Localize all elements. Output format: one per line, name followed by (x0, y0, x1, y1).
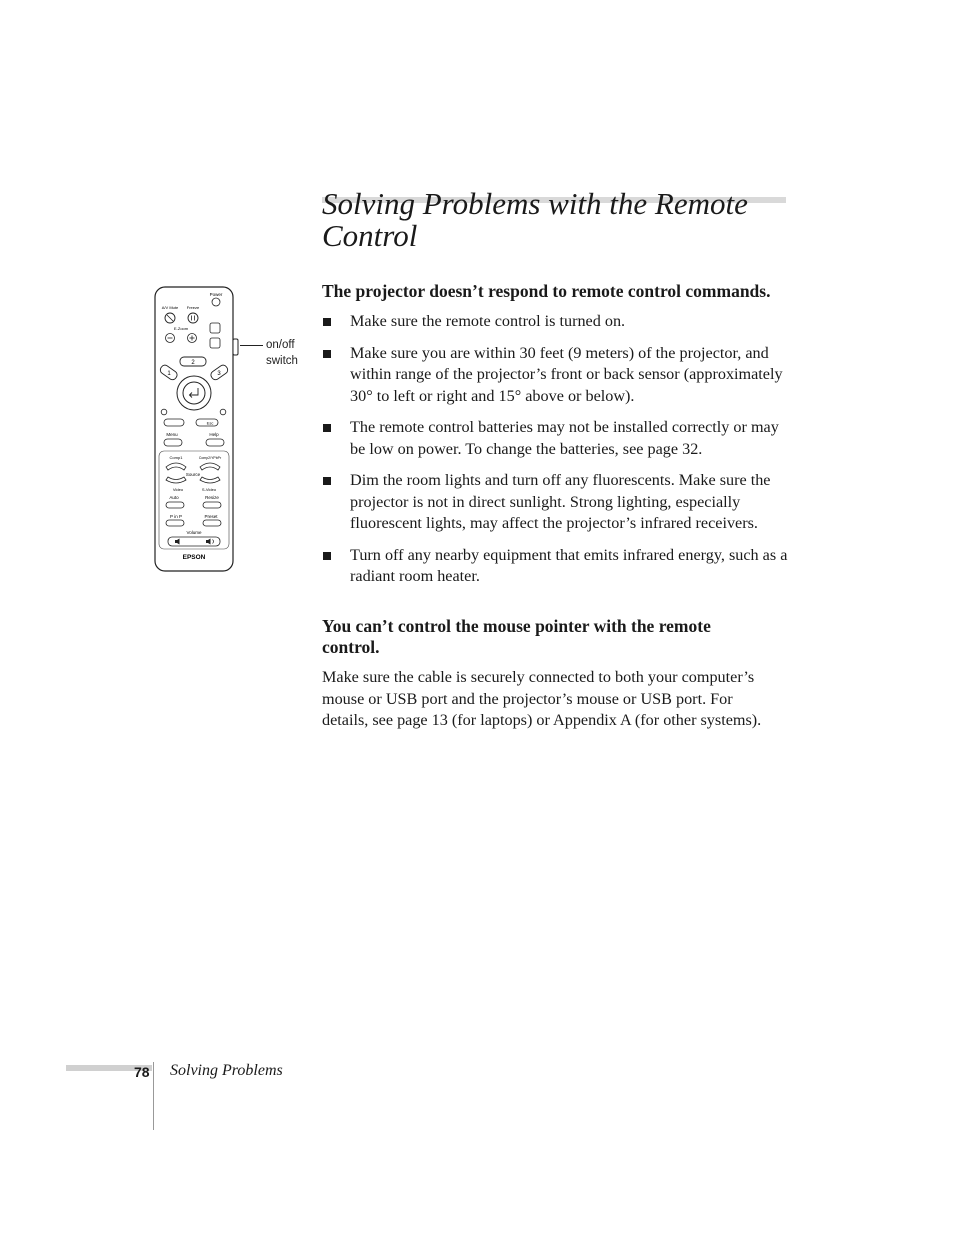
bullet-square-icon (323, 552, 331, 560)
label-menu: Menu (166, 432, 178, 437)
label-video: Video (172, 487, 184, 492)
label-resize: Resize (205, 495, 219, 500)
footer-section-title: Solving Problems (170, 1062, 283, 1079)
bullet-square-icon (323, 424, 331, 432)
section2-paragraph: Make sure the cable is securely connected to both your computer’s mouse or USB port and the projector’s mouse or USB port. For details, see page 13 (for laptops) or Appendix A (for other systems). (322, 668, 762, 729)
label-ezoom: E-Zoom (173, 326, 189, 331)
label-auto: Auto (169, 495, 179, 500)
bullet-square-icon (323, 477, 331, 485)
callout-line-1: on/off (266, 339, 295, 351)
bullet-square-icon (323, 350, 331, 358)
callout-line-2: switch (266, 355, 298, 367)
label-freeze: Freeze (186, 305, 200, 310)
section2-heading: You can’t control the mouse pointer with the remote control. (322, 616, 711, 657)
label-av-mute: A/V Mute (161, 305, 179, 310)
label-svideo: S-Video (201, 487, 217, 492)
list-item: Turn off any nearby equipment that emits infrared energy, such as a radiant room heater. (322, 545, 792, 588)
list-item: The remote control batteries may not be installed correctly or may be low on power. To change the batteries, see page 32. (322, 417, 792, 460)
bullet-square-icon (323, 318, 331, 326)
footer-divider (153, 1062, 154, 1130)
label-volume: Volume (186, 530, 202, 535)
label-comp1: Comp1 (169, 455, 183, 460)
remote-body (155, 287, 233, 571)
label-btn1: 1 (167, 371, 171, 377)
label-power: Power (209, 292, 223, 297)
list-item: Make sure you are within 30 feet (9 meters) of the projector, and within range of the projector’s front or back sensor (approximately 30° to left or right and 15° above or below). (322, 343, 792, 408)
on-off-switch-callout (266, 337, 326, 369)
on-off-switch (233, 339, 238, 355)
page-number: 78 (134, 1064, 150, 1080)
page-title: Solving Problems with the Remote Control (322, 186, 748, 253)
label-preset: Preset (204, 514, 218, 519)
label-btn2: 2 (191, 360, 195, 366)
label-esc: Esc (206, 420, 214, 426)
section1-heading: The projector doesn’t respond to remote control commands. (322, 281, 771, 301)
brand-logo: EPSON (182, 554, 206, 561)
label-btn3: 3 (217, 371, 221, 377)
troubleshooting-list (322, 311, 792, 598)
label-source: Source (185, 472, 201, 477)
list-item: Make sure the remote control is turned on. (322, 311, 792, 333)
label-pinp: P in P (170, 514, 182, 519)
label-comp2: Comp2/YPbPr (198, 456, 222, 460)
remote-control-illustration (150, 283, 242, 575)
list-item: Dim the room lights and turn off any fluorescents. Make sure the projector is not in direct sunlight. Strong lighting, especially fluorescent lights, may affect the projector’s infrared receivers. (322, 470, 792, 535)
label-help: Help (209, 432, 219, 437)
callout-leader-line (240, 345, 263, 346)
